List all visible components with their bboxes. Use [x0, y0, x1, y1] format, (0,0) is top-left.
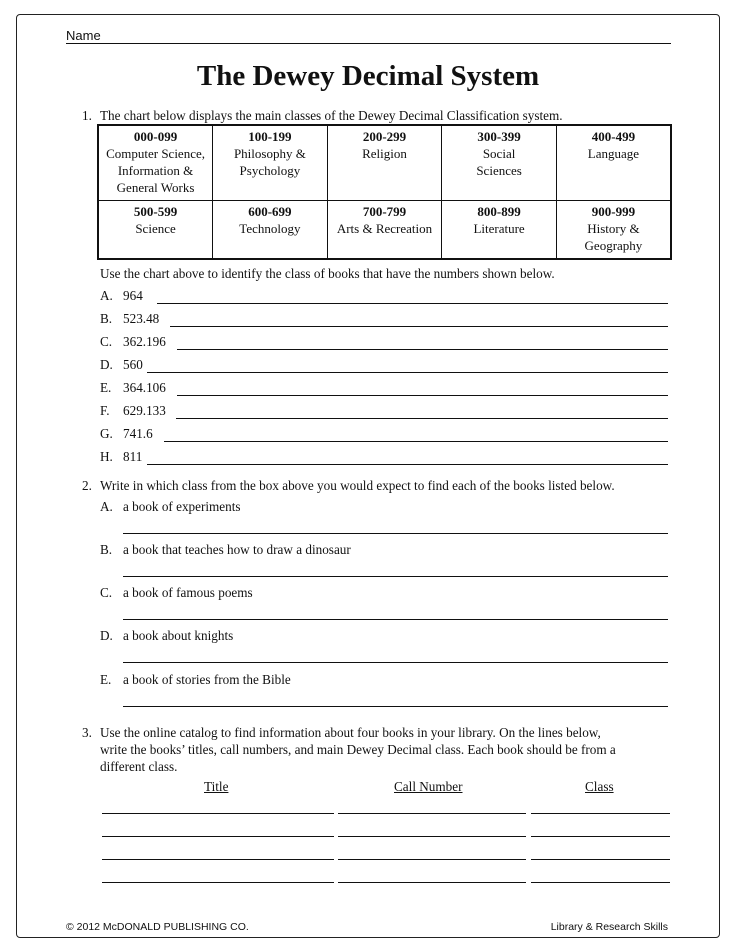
table-row	[98, 125, 671, 200]
list-item: D. 560	[100, 357, 668, 375]
class-cell: 900-999 History & Geography	[556, 200, 671, 259]
question-1-number: 1.	[82, 108, 92, 123]
class-answer-line[interactable]	[531, 813, 670, 814]
answer-line[interactable]	[177, 395, 668, 396]
class-cell: 000-099 Computer Science, Information & General Works	[98, 125, 213, 200]
question-3-line-2: write the books’ titles, call numbers, and main Dewey Decimal class. Each book should be from a	[100, 742, 616, 757]
answer-line[interactable]	[123, 576, 668, 577]
answer-line[interactable]	[170, 326, 668, 327]
column-header-call-number: Call Number	[394, 779, 463, 794]
answer-line[interactable]	[176, 418, 668, 419]
class-cell: 800-899 Literature	[442, 200, 557, 259]
column-header-title: Title	[204, 779, 229, 794]
question-2-prompt: Write in which class from the box above you would expect to find each of the books listed below.	[100, 478, 615, 493]
dewey-classes-table	[97, 124, 672, 260]
list-item: H. 811	[100, 449, 668, 467]
class-cell: 700-799 Arts & Recreation	[327, 200, 442, 259]
list-item: B. 523.48	[100, 311, 668, 329]
name-label: Name	[66, 28, 101, 43]
page-title: The Dewey Decimal System	[196, 60, 540, 92]
answer-line[interactable]	[177, 349, 668, 350]
call-number-answer-line[interactable]	[338, 813, 526, 814]
class-cell: 400-499 Language	[556, 125, 671, 200]
question-3-number: 3.	[82, 725, 92, 740]
class-cell: 300-399 Social Sciences	[442, 125, 557, 200]
class-cell: 200-299 Religion	[327, 125, 442, 200]
answer-line[interactable]	[123, 706, 668, 707]
call-number-answer-line[interactable]	[338, 882, 526, 883]
answer-line[interactable]	[147, 372, 668, 373]
answer-line[interactable]	[123, 533, 668, 534]
question-1-prompt: The chart below displays the main classes of the Dewey Decimal Classification system.	[100, 108, 563, 123]
column-header-class: Class	[585, 779, 614, 794]
answer-line[interactable]	[123, 662, 668, 663]
series-footer: Library & Research Skills	[550, 921, 668, 933]
class-answer-line[interactable]	[531, 859, 670, 860]
list-item: F. 629.133	[100, 403, 668, 421]
table-row	[98, 200, 671, 259]
list-item: A. 964	[100, 288, 668, 306]
class-answer-line[interactable]	[531, 836, 670, 837]
title-answer-line[interactable]	[102, 836, 334, 837]
question-1-instruction: Use the chart above to identify the class of books that have the numbers shown below.	[100, 266, 555, 281]
answer-line[interactable]	[147, 464, 668, 465]
call-number-answer-line[interactable]	[338, 859, 526, 860]
answer-line[interactable]	[157, 303, 668, 304]
call-number-answer-line[interactable]	[338, 836, 526, 837]
list-item: G. 741.6	[100, 426, 668, 444]
answer-line[interactable]	[123, 619, 668, 620]
title-answer-line[interactable]	[102, 882, 334, 883]
question-3-line-3: different class.	[100, 759, 178, 774]
title-answer-line[interactable]	[102, 859, 334, 860]
class-cell: 600-699 Technology	[213, 200, 328, 259]
answer-line[interactable]	[164, 441, 668, 442]
name-field[interactable]	[66, 28, 671, 44]
list-item: C. 362.196	[100, 334, 668, 352]
copyright-footer: © 2012 McDONALD PUBLISHING CO.	[66, 921, 249, 933]
class-cell: 500-599 Science	[98, 200, 213, 259]
class-answer-line[interactable]	[531, 882, 670, 883]
list-item: E. 364.106	[100, 380, 668, 398]
class-cell: 100-199 Philosophy & Psychology	[213, 125, 328, 200]
question-2-number: 2.	[82, 478, 92, 493]
question-3-line-1: Use the online catalog to find information about four books in your library. On the lines below,	[100, 725, 601, 740]
title-answer-line[interactable]	[102, 813, 334, 814]
